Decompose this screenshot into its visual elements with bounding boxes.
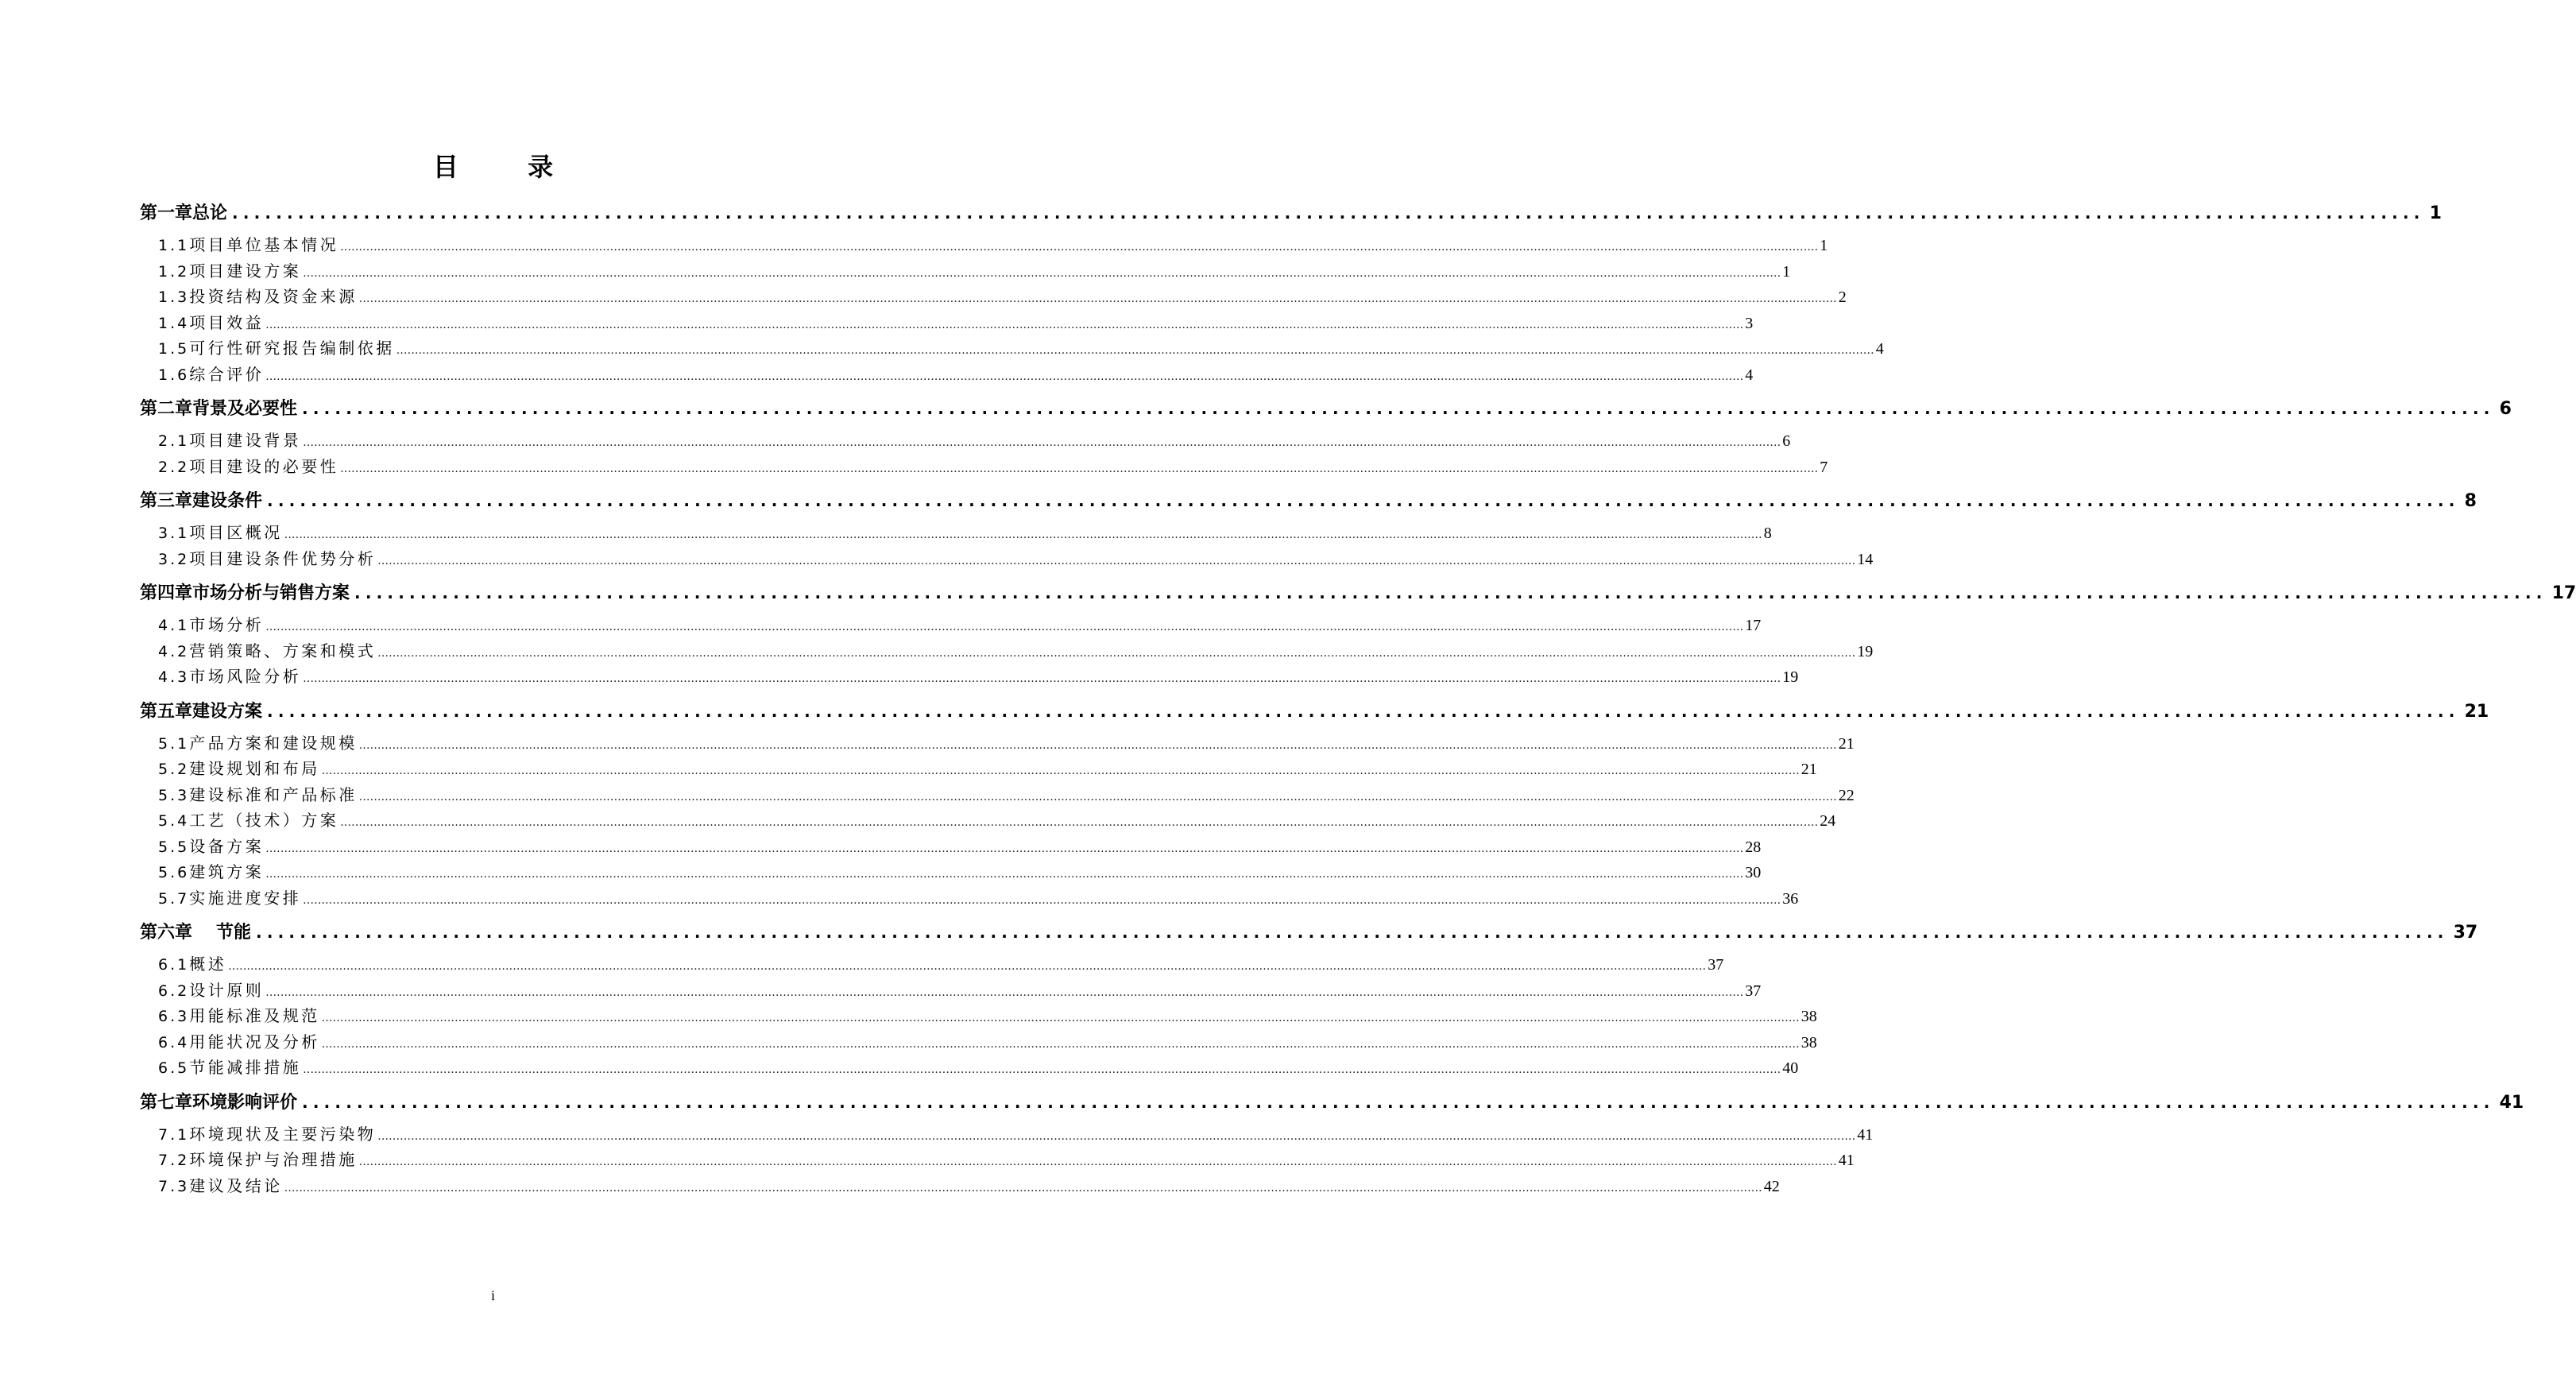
dot-leader: ................................................................................................................................................................................................................................................................................................................................................................................................................ bbox=[340, 241, 1819, 254]
toc-section-entry[interactable] bbox=[140, 284, 1847, 310]
section-page-number: 38 bbox=[1800, 1033, 1817, 1051]
dot-leader: ................................................................................................................................................................................................................................................................................................................................................................................................................ bbox=[303, 893, 1781, 907]
section-page-number: 8 bbox=[1763, 525, 1772, 542]
toc-section-entry[interactable] bbox=[140, 756, 1817, 782]
section-number: 5.1 bbox=[158, 734, 190, 753]
section-page-number: 7 bbox=[1820, 458, 1828, 476]
dot-leader: ................................................................................................................................................................................................................................................................................................................................................................................................................ bbox=[265, 842, 1744, 855]
toc-chapter-entry[interactable] bbox=[140, 1089, 2524, 1113]
section-number: 5.5 bbox=[158, 838, 190, 856]
dot-leader: ................................................................................................................................................................................................................................................................................................................................................................................................................ bbox=[284, 1181, 1762, 1195]
chapter-page-number: 21 bbox=[2464, 701, 2489, 722]
toc-section-entry[interactable] bbox=[140, 520, 1772, 546]
toc-section-entry[interactable] bbox=[140, 730, 1855, 757]
toc-section-entry[interactable] bbox=[140, 782, 1855, 808]
section-page-number: 19 bbox=[1857, 642, 1874, 660]
section-page-number: 6 bbox=[1782, 432, 1791, 450]
dot-leader: ................................................................................................................................................................................................................................................................................................................................................................................................................ bbox=[265, 985, 1744, 999]
chapter-number: 第二章 bbox=[140, 399, 193, 419]
section-number: 4.1 bbox=[158, 617, 190, 634]
section-number: 6.1 bbox=[158, 956, 190, 974]
toc-section-entry[interactable] bbox=[140, 1173, 1780, 1199]
section-number: 1.1 bbox=[158, 237, 190, 254]
toc-chapter-entry[interactable] bbox=[140, 698, 2489, 722]
toc-chapter-entry[interactable] bbox=[140, 487, 2477, 511]
chapter-title: 建设方案 bbox=[192, 701, 263, 722]
chapter-title: 建设条件 bbox=[192, 491, 263, 511]
dot-leader: ................................................................................................................................................................................................................................................................................................................................................................................................................ bbox=[265, 370, 1744, 383]
toc-section-entry[interactable] bbox=[140, 335, 1884, 362]
dot-leader: ................................................................................................................................................................................................................................................................................................................................................................................................................ bbox=[321, 1012, 1800, 1024]
section-title: 建设规划和布局 bbox=[189, 759, 320, 778]
toc-section-entry[interactable] bbox=[140, 807, 1836, 834]
toc-section-entry[interactable] bbox=[140, 310, 1754, 336]
toc-chapter-entry[interactable] bbox=[140, 395, 2512, 419]
dot-leader: ........................................................................................................................................................................................................ bbox=[256, 923, 2449, 942]
toc-section-entry[interactable] bbox=[140, 1121, 1874, 1148]
dot-leader: ................................................................................................................................................................................................................................................................................................................................................................................................................ bbox=[303, 672, 1781, 685]
dot-leader: ........................................................................................................................................................................................................ bbox=[302, 1092, 2495, 1112]
toc-section-entry[interactable] bbox=[140, 362, 1754, 388]
section-number: 3.2 bbox=[158, 550, 190, 568]
section-title: 节能减排措施 bbox=[189, 1058, 302, 1077]
chapter-number: 第四章 bbox=[140, 583, 193, 603]
section-page-number: 30 bbox=[1745, 864, 1762, 881]
dot-leader: ................................................................................................................................................................................................................................................................................................................................................................................................................ bbox=[377, 1129, 1856, 1143]
section-page-number: 38 bbox=[1800, 1008, 1817, 1025]
dot-leader: ................................................................................................................................................................................................................................................................................................................................................................................................................ bbox=[321, 765, 1800, 777]
chapter-number: 第七章 bbox=[140, 1092, 193, 1113]
section-page-number: 4 bbox=[1745, 366, 1754, 384]
section-number: 7.2 bbox=[158, 1152, 190, 1169]
chapter-title: 市场分析与销售方案 bbox=[192, 583, 350, 603]
section-number: 6.5 bbox=[158, 1059, 190, 1077]
toc-section-entry[interactable] bbox=[140, 1003, 1817, 1029]
section-title: 营销策略、方案和模式 bbox=[189, 641, 377, 660]
toc-chapter-entry[interactable] bbox=[140, 919, 2478, 943]
toc-section-entry[interactable] bbox=[140, 428, 1791, 454]
chapter-title: 总论 bbox=[192, 203, 228, 223]
section-page-number: 37 bbox=[1745, 982, 1762, 1000]
section-title: 概述 bbox=[189, 955, 227, 974]
dot-leader: ................................................................................................................................................................................................................................................................................................................................................................................................................ bbox=[358, 1156, 1837, 1168]
dot-leader: ........................................................................................................................................................................................................ bbox=[354, 583, 2547, 602]
toc-section-entry[interactable] bbox=[140, 258, 1791, 285]
chapter-title: 背景及必要性 bbox=[192, 399, 298, 419]
section-title: 项目建设条件优势分析 bbox=[189, 548, 377, 568]
dot-leader: ................................................................................................................................................................................................................................................................................................................................................................................................................ bbox=[340, 816, 1819, 829]
section-title: 投资结构及资金来源 bbox=[189, 287, 358, 306]
chapter-page-number: 41 bbox=[2499, 1092, 2524, 1113]
dot-leader: ................................................................................................................................................................................................................................................................................................................................................................................................................ bbox=[303, 266, 1781, 280]
section-page-number: 22 bbox=[1838, 786, 1855, 804]
section-title: 设计原则 bbox=[189, 980, 265, 1000]
section-number: 7.1 bbox=[158, 1125, 190, 1144]
section-page-number: 37 bbox=[1708, 956, 1724, 974]
section-title: 用能状况及分析 bbox=[189, 1032, 320, 1051]
section-number: 7.3 bbox=[158, 1177, 190, 1195]
section-number: 4.3 bbox=[158, 668, 190, 686]
section-title: 项目建设的必要性 bbox=[189, 456, 339, 476]
section-page-number: 41 bbox=[1857, 1125, 1874, 1144]
toc-section-entry[interactable] bbox=[140, 1055, 1799, 1081]
chapter-title: 节能 bbox=[216, 923, 252, 943]
section-number: 6.3 bbox=[158, 1008, 190, 1025]
section-title: 建设标准和产品标准 bbox=[189, 784, 358, 804]
section-page-number: 42 bbox=[1763, 1177, 1780, 1195]
section-title: 工艺（技术）方案 bbox=[189, 811, 339, 830]
dot-leader: ................................................................................................................................................................................................................................................................................................................................................................................................................ bbox=[396, 344, 1874, 357]
section-title: 市场分析 bbox=[189, 615, 265, 634]
chapter-page-number: 37 bbox=[2453, 923, 2478, 943]
section-page-number: 19 bbox=[1782, 668, 1799, 686]
dot-leader: ........................................................................................................................................................................................................ bbox=[267, 491, 2460, 510]
section-title: 项目效益 bbox=[189, 312, 265, 332]
toc-section-entry[interactable] bbox=[140, 546, 1874, 572]
dot-leader: ................................................................................................................................................................................................................................................................................................................................................................................................................ bbox=[265, 621, 1744, 633]
dot-leader: ................................................................................................................................................................................................................................................................................................................................................................................................................ bbox=[265, 868, 1744, 881]
dot-leader: ........................................................................................................................................................................................................ bbox=[302, 399, 2495, 418]
dot-leader: ................................................................................................................................................................................................................................................................................................................................................................................................................ bbox=[358, 738, 1837, 752]
toc-section-entry[interactable] bbox=[140, 951, 1724, 978]
section-title: 设备方案 bbox=[189, 836, 265, 856]
chapter-page-number: 8 bbox=[2464, 491, 2477, 511]
section-title: 产品方案和建设规模 bbox=[189, 733, 358, 753]
chapter-page-number: 1 bbox=[2429, 203, 2442, 223]
chapter-number: 第三章 bbox=[140, 491, 193, 511]
dot-leader: ................................................................................................................................................................................................................................................................................................................................................................................................................ bbox=[377, 646, 1856, 660]
toc-section-entry[interactable] bbox=[140, 232, 1828, 258]
chapter-number: 第六章 bbox=[140, 923, 193, 943]
chapter-page-number: 6 bbox=[2499, 399, 2512, 419]
section-title: 用能标准及规范 bbox=[189, 1006, 320, 1025]
section-number: 1.5 bbox=[158, 340, 190, 358]
chapter-page-number: 17 bbox=[2551, 583, 2576, 603]
section-page-number: 40 bbox=[1782, 1059, 1799, 1077]
section-page-number: 3 bbox=[1745, 314, 1754, 332]
dot-leader: ................................................................................................................................................................................................................................................................................................................................................................................................................ bbox=[377, 554, 1856, 567]
section-title: 项目建设方案 bbox=[189, 261, 302, 281]
section-page-number: 41 bbox=[1838, 1152, 1855, 1169]
section-page-number: 21 bbox=[1800, 761, 1817, 778]
dot-leader: ................................................................................................................................................................................................................................................................................................................................................................................................................ bbox=[303, 1063, 1781, 1076]
toc-chapter-entry[interactable] bbox=[140, 579, 2576, 603]
section-number: 5.6 bbox=[158, 864, 190, 881]
section-page-number: 21 bbox=[1838, 734, 1855, 753]
section-number: 1.3 bbox=[158, 288, 190, 306]
section-number: 2.1 bbox=[158, 432, 190, 450]
section-page-number: 36 bbox=[1782, 889, 1799, 908]
dot-leader: ........................................................................................................................................................................................................ bbox=[232, 203, 2425, 223]
section-number: 5.3 bbox=[158, 786, 190, 804]
section-title: 综合评价 bbox=[189, 364, 265, 384]
section-title: 项目区概况 bbox=[189, 523, 283, 542]
toc-section-entry[interactable] bbox=[140, 834, 1762, 860]
dot-leader: ................................................................................................................................................................................................................................................................................................................................................................................................................ bbox=[340, 462, 1819, 475]
page-title: 目 录 bbox=[432, 152, 584, 182]
section-number: 5.2 bbox=[158, 761, 190, 778]
dot-leader: ................................................................................................................................................................................................................................................................................................................................................................................................................ bbox=[321, 1037, 1800, 1051]
section-title: 可行性研究报告编制依据 bbox=[189, 339, 395, 358]
toc-section-entry[interactable] bbox=[140, 612, 1762, 638]
section-page-number: 1 bbox=[1820, 237, 1828, 254]
section-title: 环境现状及主要污染物 bbox=[189, 1124, 377, 1144]
section-number: 1.6 bbox=[158, 366, 190, 384]
chapter-title: 环境影响评价 bbox=[192, 1092, 298, 1113]
section-title: 项目建设背景 bbox=[189, 431, 302, 450]
section-title: 市场风险分析 bbox=[189, 667, 302, 686]
toc-section-entry[interactable] bbox=[140, 885, 1799, 912]
toc-section-entry[interactable] bbox=[140, 978, 1762, 1004]
section-number: 6.2 bbox=[158, 982, 190, 1000]
section-number: 1.4 bbox=[158, 314, 190, 332]
section-page-number: 4 bbox=[1875, 340, 1884, 358]
table-of-contents bbox=[140, 199, 2576, 1198]
dot-leader: ................................................................................................................................................................................................................................................................................................................................................................................................................ bbox=[358, 790, 1837, 803]
chapter-number: 第一章 bbox=[140, 203, 193, 223]
section-number: 6.4 bbox=[158, 1033, 190, 1051]
section-title: 建筑方案 bbox=[189, 862, 265, 881]
section-page-number: 14 bbox=[1857, 550, 1874, 568]
section-number: 5.4 bbox=[158, 812, 190, 830]
toc-chapter-entry[interactable] bbox=[140, 199, 2442, 223]
dot-leader: ................................................................................................................................................................................................................................................................................................................................................................................................................ bbox=[228, 960, 1707, 973]
section-page-number: 1 bbox=[1782, 262, 1791, 281]
section-number: 3.1 bbox=[158, 525, 190, 542]
toc-section-entry[interactable] bbox=[140, 859, 1762, 885]
toc-section-entry[interactable] bbox=[140, 1029, 1817, 1055]
toc-section-entry[interactable] bbox=[140, 664, 1799, 690]
chapter-number: 第五章 bbox=[140, 701, 193, 722]
page-number: i bbox=[490, 1288, 495, 1303]
section-page-number: 17 bbox=[1745, 617, 1762, 634]
dot-leader: ................................................................................................................................................................................................................................................................................................................................................................................................................ bbox=[303, 436, 1781, 449]
toc-section-entry[interactable] bbox=[140, 638, 1874, 664]
section-page-number: 24 bbox=[1820, 812, 1836, 830]
section-title: 项目单位基本情况 bbox=[189, 235, 339, 254]
section-number: 5.7 bbox=[158, 889, 190, 908]
dot-leader: ................................................................................................................................................................................................................................................................................................................................................................................................................ bbox=[265, 318, 1744, 331]
section-title: 建议及结论 bbox=[189, 1175, 283, 1195]
dot-leader: ................................................................................................................................................................................................................................................................................................................................................................................................................ bbox=[284, 529, 1762, 541]
section-title: 实施进度安排 bbox=[189, 888, 302, 908]
section-number: 4.2 bbox=[158, 642, 190, 660]
section-title: 环境保护与治理措施 bbox=[189, 1150, 358, 1169]
toc-section-entry[interactable] bbox=[140, 1147, 1855, 1173]
dot-leader: ................................................................................................................................................................................................................................................................................................................................................................................................................ bbox=[358, 292, 1837, 305]
section-page-number: 2 bbox=[1838, 288, 1847, 306]
toc-section-entry[interactable] bbox=[140, 454, 1828, 480]
section-number: 1.2 bbox=[158, 262, 190, 281]
section-page-number: 28 bbox=[1745, 838, 1762, 856]
section-number: 2.2 bbox=[158, 458, 190, 476]
dot-leader: ........................................................................................................................................................................................................ bbox=[267, 701, 2460, 721]
